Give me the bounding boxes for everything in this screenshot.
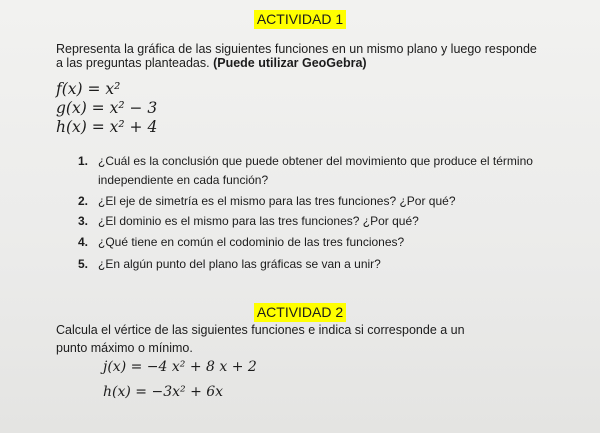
activity-1-heading <box>0 10 600 29</box>
activity-1-title: ACTIVIDAD 1 <box>254 10 346 29</box>
question-number: 1. <box>78 154 89 168</box>
question-number: 5. <box>78 257 89 271</box>
function-j: j(x) = −4 x² + 8 x + 2 <box>103 359 257 375</box>
question-text: ¿El eje de simetría es el mismo para las tres funciones? ¿Por qué? <box>98 194 456 208</box>
activity-2-title: ACTIVIDAD 2 <box>254 303 346 322</box>
activity-2-instructions: Calcula el vértice de las siguientes funciones e indica si corresponde a un punto máximo o mínimo. <box>56 323 465 355</box>
function-f: f(x) = x² <box>56 80 121 98</box>
question-text: ¿En algún punto del plano las gráficas se van a unir? <box>98 257 381 271</box>
question-text: ¿El dominio es el mismo para las tres funciones? ¿Por qué? <box>98 214 419 228</box>
question-number: 2. <box>78 194 89 208</box>
function-h2: h(x) = −3x² + 6x <box>103 384 224 400</box>
function-g: g(x) = x² − 3 <box>56 99 158 117</box>
activity-2-heading <box>0 303 600 322</box>
activity-1-instructions-text: Representa la gráfica de las siguientes funciones en un mismo plano y luego responde a las preguntas planteadas. <box>56 42 537 70</box>
activity-1-instructions-note: (Puede utilizar GeoGebra) <box>213 56 367 70</box>
question-text: ¿Qué tiene en común el codominio de las tres funciones? <box>98 235 405 249</box>
activity-1-instructions <box>56 42 546 70</box>
function-h: h(x) = x² + 4 <box>56 118 158 136</box>
question-text: ¿Cuál es la conclusión que puede obtener del movimiento que produce el término independiente en cada función? <box>98 154 533 187</box>
question-number: 3. <box>78 214 89 228</box>
question-number: 4. <box>78 235 89 249</box>
